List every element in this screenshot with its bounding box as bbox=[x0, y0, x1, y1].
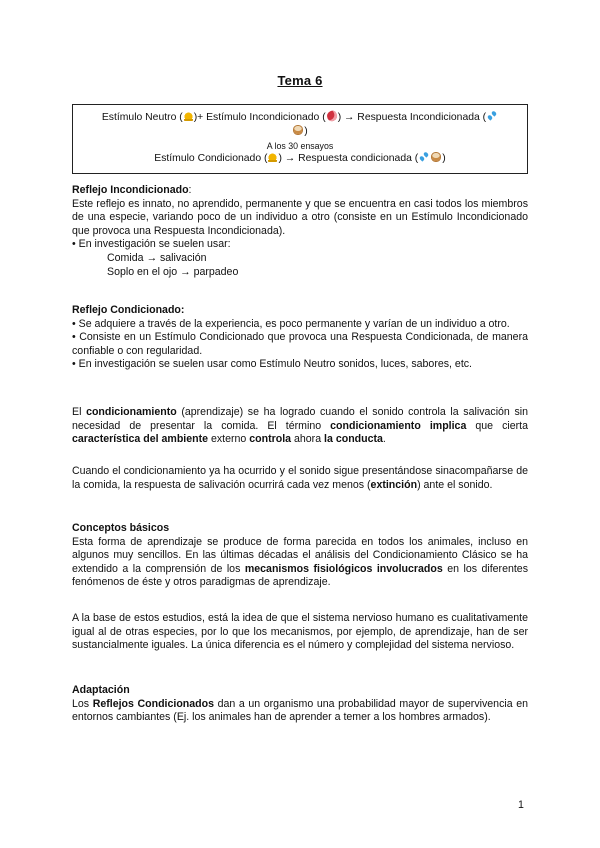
text-run: Cuando el condicionamiento ya ha ocurrido y el sonido sigue presentándose sinacompañarse de la comida, la respuesta de salivación ocurrirá cada vez menos ( bbox=[72, 465, 528, 491]
summary-text: ) bbox=[442, 153, 446, 164]
text-run: ahora bbox=[291, 433, 325, 446]
bold-term: Reflejos Condicionados bbox=[92, 697, 215, 710]
paragraph-base: A la base de estos estudios, está la idea de que el sistema nervioso humano es cualitativamente igual al de otras especies, por lo que los mecanismos, por ejemplo, de aprendizaje, han de ser sustancialmente iguales. La única diferencia es el número y complejidad del sistema nervioso. bbox=[72, 612, 528, 652]
section-heading: Conceptos básicos bbox=[72, 522, 170, 534]
sweat-drops-icon bbox=[419, 152, 429, 162]
example-item: Soplo en el ojo → parpadeo bbox=[107, 265, 239, 278]
text-run: Los bbox=[72, 697, 93, 710]
heading-text: Reflejo Incondicionado bbox=[72, 184, 189, 196]
dog-face-icon bbox=[431, 152, 441, 162]
sweat-drops-icon bbox=[487, 111, 497, 121]
bold-term: controla bbox=[249, 433, 292, 446]
summary-line-1 bbox=[73, 111, 527, 139]
summary-text: )+ Estímulo Incondicionado ( bbox=[193, 112, 326, 123]
summary-line-2: A los 30 ensayos bbox=[266, 141, 334, 151]
bold-term: condicionamiento bbox=[86, 406, 177, 418]
section-heading bbox=[72, 184, 528, 198]
paragraph bbox=[72, 536, 528, 590]
summary-text: ) → Respuesta Incondicionada ( bbox=[337, 112, 487, 123]
bell-icon bbox=[268, 152, 277, 162]
section-heading: Reflejo Condicionado: bbox=[72, 304, 185, 316]
summary-text: Estímulo Condicionado ( bbox=[154, 153, 268, 164]
bullet-item: • En investigación se suelen usar como Estímulo Neutro sonidos, luces, sabores, etc. bbox=[72, 358, 472, 371]
section-reflejo-condicionado bbox=[72, 304, 528, 372]
bullet-item: • Se adquiere a través de la experiencia, es poco permanente y varían de un individuo a otro. bbox=[72, 317, 510, 330]
bold-term: característica del ambiente bbox=[72, 433, 209, 446]
text-run: . bbox=[382, 433, 386, 446]
bell-icon bbox=[184, 111, 193, 121]
text-run: Esta forma de aprendizaje se produce de forma parecida en todos los animales, incluso en algunos muy sencillos. En las últimas décadas el análisis del Condicionamiento Clásico se ha extendido a la comprensión de los bbox=[72, 535, 528, 575]
section-conceptos-basicos bbox=[72, 522, 528, 590]
bold-term: extinción bbox=[370, 478, 418, 491]
example-item: Comida → salivación bbox=[107, 251, 207, 264]
heading-colon: : bbox=[188, 184, 192, 196]
text-run: (aprendizaje) se ha logrado cuando el sonido controla la salivación sin necesidad de presentar la comida. El término bbox=[72, 406, 528, 432]
bold-term: condicionamiento implica bbox=[330, 419, 467, 432]
text-run: externo bbox=[208, 433, 250, 446]
text-run: dan a un organismo una probabilidad mayor de supervivencia en entornos cambiantes (Ej. los animales han de aprender a temer a los hombres armados). bbox=[72, 697, 528, 724]
summary-text: ) bbox=[304, 126, 308, 137]
text-run: El bbox=[72, 406, 87, 418]
summary-text: Estímulo Neutro ( bbox=[101, 112, 183, 123]
paragraph-condicionamiento bbox=[72, 406, 528, 447]
bold-term: mecanismos fisiológicos involucrados bbox=[244, 562, 443, 575]
summary-line-3 bbox=[73, 152, 527, 166]
section-reflejo-incondicionado bbox=[72, 184, 528, 279]
section-heading: Adaptación bbox=[72, 684, 130, 696]
paragraph: Este reflejo es innato, no aprendido, permanente y que se encuentra en casi todos los miembros de una especie, variando poco de un individuo a otro (consiste en un Estímulo Incondicionado que provoca una Respuesta Incondicionada). bbox=[72, 197, 528, 237]
summary-text: ) → Respuesta condicionada ( bbox=[278, 153, 419, 164]
page-title: Tema 6 bbox=[277, 73, 323, 88]
bold-term: la conducta bbox=[324, 433, 383, 446]
page-number: 1 bbox=[518, 799, 524, 811]
dog-face-icon bbox=[293, 125, 303, 135]
text-run: ) ante el sonido. bbox=[417, 478, 493, 491]
conditioning-summary-box bbox=[72, 104, 528, 174]
meat-icon bbox=[325, 109, 338, 122]
bullet-item: • Consiste en un Estímulo Condicionado que provoca una Respuesta Condicionada, de manera confiable o con regularidad. bbox=[72, 331, 528, 357]
section-adaptacion bbox=[72, 684, 528, 725]
paragraph-extincion bbox=[72, 465, 528, 492]
text-run: en los diferentes fenómenos de éste y otros paradigmas de aprendizaje. bbox=[72, 562, 528, 589]
text-run: que cierta bbox=[466, 419, 528, 432]
bullet-item: • En investigación se suelen usar: bbox=[72, 238, 231, 251]
paragraph bbox=[72, 698, 528, 725]
